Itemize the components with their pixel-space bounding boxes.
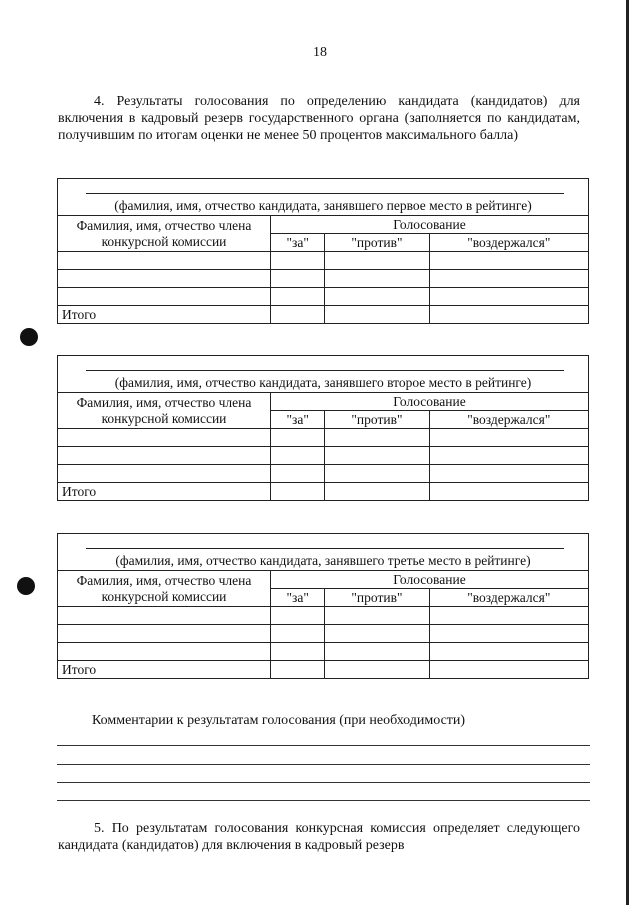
voting-column-header: Голосование [271,393,589,411]
member-column-header: Фамилия, имя, отчество члена конкурсной комиссии [58,216,271,252]
for-cell[interactable] [271,465,325,483]
vote-abstain-header: "воздержался" [429,411,588,429]
total-for-cell[interactable] [271,661,325,679]
voting-table-first-place [57,178,589,324]
vote-abstain-header: "воздержался" [429,589,588,607]
member-column-header: Фамилия, имя, отчество члена конкурсной комиссии [58,571,271,607]
candidate-caption: (фамилия, имя, отчество кандидата, занявшего третье место в рейтинге) [115,553,531,568]
against-cell[interactable] [325,643,429,661]
for-cell[interactable] [271,447,325,465]
abstain-cell[interactable] [429,270,588,288]
total-row [58,483,588,501]
section-5-paragraph [58,820,580,854]
member-cell[interactable] [58,607,271,625]
vote-against-header: "против" [325,589,429,607]
section-4-text: 4. Результаты голосования по определению кандидата (кандидатов) для включения в кадровый резерв государственного органа (заполняется по кандидатам, получившим по итогам оценки не менее 50 процентов максимального балла) [58,94,580,143]
voting-table-third-place [57,533,589,679]
against-cell[interactable] [325,288,429,306]
member-cell[interactable] [58,643,271,661]
candidate-name-field[interactable] [58,356,588,393]
total-against-cell[interactable] [325,661,429,679]
abstain-cell[interactable] [429,607,588,625]
abstain-cell[interactable] [429,625,588,643]
member-cell[interactable] [58,288,271,306]
total-row [58,661,588,679]
table-row [58,643,588,661]
scan-edge-line [626,0,629,905]
candidate-name-field[interactable] [58,179,588,216]
total-label: Итого [58,306,271,324]
abstain-cell[interactable] [429,252,588,270]
comment-line[interactable] [57,782,590,783]
table-row [58,625,588,643]
vote-for-header: "за" [271,589,325,607]
section-5-text: 5. По результатам голосования конкурсная комиссия определяет следующего кандидата (кандидатов) для включения в кадровый резерв [58,821,580,853]
comment-line[interactable] [57,800,590,801]
for-cell[interactable] [271,270,325,288]
for-cell[interactable] [271,643,325,661]
total-abstain-cell[interactable] [429,306,588,324]
for-cell[interactable] [271,288,325,306]
vote-grid [58,216,588,323]
table-row [58,465,588,483]
total-row [58,306,588,324]
punch-hole-mark [17,577,35,595]
candidate-name-line [86,370,564,371]
abstain-cell[interactable] [429,465,588,483]
table-row [58,270,588,288]
against-cell[interactable] [325,252,429,270]
against-cell[interactable] [325,447,429,465]
against-cell[interactable] [325,607,429,625]
table-row [58,429,588,447]
candidate-name-line [86,193,564,194]
table-row [58,288,588,306]
vote-grid [58,571,588,678]
vote-for-header: "за" [271,234,325,252]
candidate-name-line [86,548,564,549]
vote-against-header: "против" [325,411,429,429]
total-against-cell[interactable] [325,306,429,324]
comments-title: Комментарии к результатам голосования (при необходимости) [92,713,466,728]
candidate-caption: (фамилия, имя, отчество кандидата, занявшего второе место в рейтинге) [114,375,532,390]
against-cell[interactable] [325,270,429,288]
abstain-cell[interactable] [429,643,588,661]
vote-grid [58,393,588,500]
comment-line[interactable] [57,764,590,765]
total-against-cell[interactable] [325,483,429,501]
against-cell[interactable] [325,625,429,643]
page-number: 18 [313,45,327,60]
member-cell[interactable] [58,465,271,483]
abstain-cell[interactable] [429,288,588,306]
table-row [58,447,588,465]
member-column-header: Фамилия, имя, отчество члена конкурсной комиссии [58,393,271,429]
for-cell[interactable] [271,429,325,447]
abstain-cell[interactable] [429,447,588,465]
table-row [58,252,588,270]
against-cell[interactable] [325,465,429,483]
member-cell[interactable] [58,270,271,288]
for-cell[interactable] [271,607,325,625]
abstain-cell[interactable] [429,429,588,447]
total-label: Итого [58,483,271,501]
member-cell[interactable] [58,429,271,447]
for-cell[interactable] [271,252,325,270]
section-4-paragraph [58,93,580,144]
for-cell[interactable] [271,625,325,643]
member-cell[interactable] [58,447,271,465]
member-cell[interactable] [58,625,271,643]
voting-column-header: Голосование [271,571,589,589]
comment-line[interactable] [57,745,590,746]
total-for-cell[interactable] [271,306,325,324]
vote-abstain-header: "воздержался" [429,234,588,252]
voting-table-second-place [57,355,589,501]
total-label: Итого [58,661,271,679]
candidate-name-field[interactable] [58,534,588,571]
member-cell[interactable] [58,252,271,270]
candidate-caption: (фамилия, имя, отчество кандидата, занявшего первое место в рейтинге) [114,198,532,213]
vote-for-header: "за" [271,411,325,429]
total-abstain-cell[interactable] [429,483,588,501]
total-for-cell[interactable] [271,483,325,501]
punch-hole-mark [20,328,38,346]
voting-column-header: Голосование [271,216,589,234]
against-cell[interactable] [325,429,429,447]
vote-against-header: "против" [325,234,429,252]
table-row [58,607,588,625]
total-abstain-cell[interactable] [429,661,588,679]
